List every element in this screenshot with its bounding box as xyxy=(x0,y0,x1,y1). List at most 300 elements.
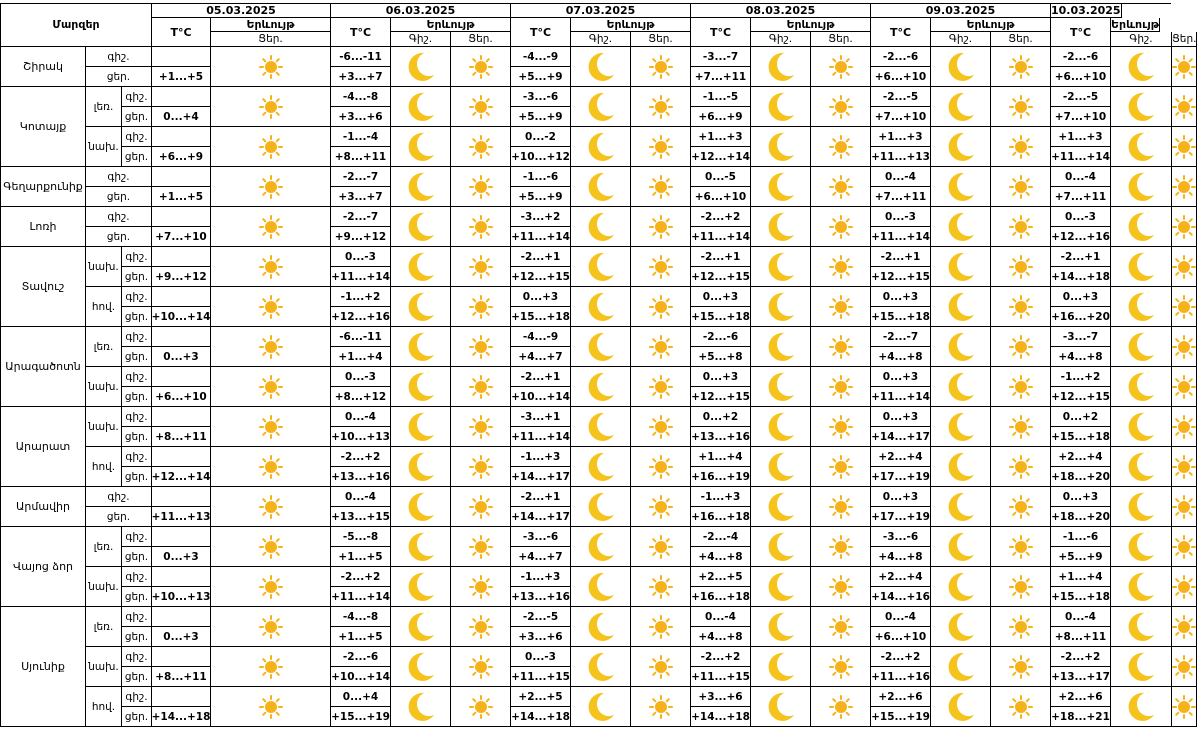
weather-icon-cell xyxy=(451,87,511,127)
night-row-label: գիշ. xyxy=(122,367,152,387)
sun-icon xyxy=(649,535,673,559)
day-temp: +11...+15 xyxy=(511,667,571,687)
date-header: 08.03.2025 xyxy=(691,3,871,18)
weather-icon-cell xyxy=(571,607,631,647)
moon-icon xyxy=(766,611,796,643)
day-temp: +6...+9 xyxy=(691,107,751,127)
weather-icon-cell xyxy=(811,607,871,647)
weather-icon-cell xyxy=(571,647,631,687)
moon-icon xyxy=(406,51,436,83)
region-name: Արմավիր xyxy=(1,487,86,527)
moon-icon xyxy=(406,451,436,483)
moon-icon xyxy=(406,291,436,323)
moon-icon xyxy=(766,251,796,283)
night-temp: -6...-11 xyxy=(331,47,391,67)
region-name: Տավուշ xyxy=(1,247,86,327)
weather-icon-cell xyxy=(991,567,1051,607)
sun-icon xyxy=(1172,335,1196,359)
weather-icon-cell xyxy=(571,47,631,87)
day-temp: +11...+14 xyxy=(331,587,391,607)
weather-icon-cell xyxy=(451,287,511,327)
night-temp: +3...+6 xyxy=(691,687,751,707)
weather-icon-cell xyxy=(991,487,1051,527)
sun-icon xyxy=(469,535,493,559)
day-temp: +11...+14 xyxy=(511,227,571,247)
moon-icon xyxy=(766,691,796,723)
weather-icon-cell xyxy=(1172,207,1197,247)
weather-icon-cell xyxy=(751,87,811,127)
moon-icon xyxy=(406,331,436,363)
weather-icon-cell xyxy=(451,247,511,287)
weather-icon-cell xyxy=(451,167,511,207)
moon-icon xyxy=(1126,331,1156,363)
night-temp xyxy=(152,327,211,347)
moon-icon xyxy=(1126,571,1156,603)
sun-icon xyxy=(649,375,673,399)
region-name: Լոռի xyxy=(1,207,86,247)
weather-icon-cell xyxy=(391,207,451,247)
night-temp: -2...-7 xyxy=(331,207,391,227)
weather-icon-cell xyxy=(211,647,331,687)
temp-header: T°C xyxy=(511,18,571,47)
night-temp: -2...+1 xyxy=(511,367,571,387)
night-temp: -2...+1 xyxy=(511,247,571,267)
moon-icon xyxy=(766,411,796,443)
moon-icon xyxy=(766,651,796,683)
weather-icon-cell xyxy=(1172,327,1197,367)
night-temp: +2...+5 xyxy=(691,567,751,587)
day-temp: +11...+14 xyxy=(871,227,931,247)
weather-icon-cell xyxy=(571,367,631,407)
sun-icon xyxy=(469,335,493,359)
sun-icon xyxy=(469,255,493,279)
sun-icon xyxy=(649,495,673,519)
sun-icon xyxy=(1172,575,1196,599)
day-temp: +12...+15 xyxy=(691,387,751,407)
weather-icon-cell xyxy=(631,87,691,127)
moon-icon xyxy=(946,51,976,83)
day-temp: +12...+15 xyxy=(1051,387,1111,407)
weather-icon-cell xyxy=(631,247,691,287)
weather-icon-cell xyxy=(991,47,1051,87)
moon-icon xyxy=(406,91,436,123)
sun-icon xyxy=(469,575,493,599)
day-temp: +1...+5 xyxy=(152,67,211,87)
night-temp: 0...+3 xyxy=(871,487,931,507)
weather-icon-cell xyxy=(1172,247,1197,287)
weather-icon-cell xyxy=(991,247,1051,287)
weather-icon-cell xyxy=(1111,287,1172,327)
night-temp: -1...+3 xyxy=(691,487,751,507)
sun-icon xyxy=(649,655,673,679)
weather-icon-cell xyxy=(1172,87,1197,127)
weather-icon-cell xyxy=(451,567,511,607)
weather-icon-cell xyxy=(811,567,871,607)
moon-icon xyxy=(766,331,796,363)
day-temp: +5...+9 xyxy=(511,67,571,87)
sun-icon xyxy=(649,335,673,359)
subzone-label: լեռ. xyxy=(86,527,122,567)
sun-icon xyxy=(829,255,853,279)
sun-icon xyxy=(1172,615,1196,639)
weather-icon-cell xyxy=(751,327,811,367)
moon-icon xyxy=(1126,211,1156,243)
sun-icon xyxy=(469,135,493,159)
weather-icon-cell xyxy=(991,127,1051,167)
night-row-label: գիշ. xyxy=(122,607,152,627)
weather-icon-cell xyxy=(631,327,691,367)
sun-icon xyxy=(649,55,673,79)
day-row-label: ցեր. xyxy=(122,147,152,167)
day-temp: +6...+10 xyxy=(691,187,751,207)
sun-icon xyxy=(1172,215,1196,239)
day-row-label: ցեր. xyxy=(122,427,152,447)
sun-icon xyxy=(829,95,853,119)
moon-icon xyxy=(406,611,436,643)
weather-icon-cell xyxy=(1172,447,1197,487)
day-temp: +14...+18 xyxy=(1051,267,1111,287)
sun-icon xyxy=(829,695,853,719)
moon-icon xyxy=(406,491,436,523)
night-temp: -2...-6 xyxy=(871,47,931,67)
night-temp: 0...-3 xyxy=(511,647,571,667)
date-header: 10.03.2025 xyxy=(1051,3,1121,17)
weather-icon-cell xyxy=(571,247,631,287)
night-temp: -1...+2 xyxy=(331,287,391,307)
moon-icon xyxy=(586,611,616,643)
sun-icon xyxy=(829,415,853,439)
sun-icon xyxy=(259,175,283,199)
weather-icon-cell xyxy=(811,447,871,487)
night-temp xyxy=(152,527,211,547)
day-header: Ցեր. xyxy=(211,32,331,47)
night-temp: -2...-5 xyxy=(871,87,931,107)
sun-icon xyxy=(259,695,283,719)
day-temp: +5...+9 xyxy=(511,107,571,127)
weather-icon-cell xyxy=(931,687,991,727)
temp-header: T°C xyxy=(1051,18,1111,47)
night-temp: 0...+3 xyxy=(871,287,931,307)
weather-icon-cell xyxy=(1111,87,1172,127)
weather-icon-cell xyxy=(211,607,331,647)
weather-icon-cell xyxy=(751,367,811,407)
day-temp: +10...+14 xyxy=(511,387,571,407)
sun-icon xyxy=(649,95,673,119)
day-temp: +16...+20 xyxy=(1051,307,1111,327)
night-row-label: գիշ. xyxy=(122,327,152,347)
weather-icon-cell xyxy=(571,167,631,207)
weather-icon-cell xyxy=(391,327,451,367)
weather-icon-cell xyxy=(751,567,811,607)
weather-icon-cell xyxy=(751,487,811,527)
subzone-label: լեռ. xyxy=(86,87,122,127)
night-temp: -3...-6 xyxy=(511,527,571,547)
night-temp: 0...+2 xyxy=(691,407,751,427)
weather-icon-cell xyxy=(211,407,331,447)
night-temp: +1...+3 xyxy=(691,127,751,147)
sun-icon xyxy=(649,415,673,439)
weather-icon-cell xyxy=(931,87,991,127)
night-temp: -3...+1 xyxy=(511,407,571,427)
weather-icon-cell xyxy=(451,127,511,167)
moon-icon xyxy=(406,131,436,163)
day-temp: +4...+8 xyxy=(691,547,751,567)
night-temp: -1...+3 xyxy=(511,567,571,587)
phenomena-header: Երևույթ xyxy=(211,18,331,32)
sun-icon xyxy=(1009,495,1033,519)
weather-icon-cell xyxy=(931,167,991,207)
moon-icon xyxy=(1126,651,1156,683)
region-name: Արարատ xyxy=(1,407,86,487)
sun-icon xyxy=(469,615,493,639)
day-temp: +3...+6 xyxy=(511,627,571,647)
moon-icon xyxy=(1126,411,1156,443)
day-temp: +7...+10 xyxy=(1051,107,1111,127)
weather-icon-cell xyxy=(1111,527,1172,567)
weather-icon-cell xyxy=(1111,247,1172,287)
weather-icon-cell xyxy=(1111,167,1172,207)
phenomena-header: Երևույթ xyxy=(931,18,1051,32)
sun-icon xyxy=(259,215,283,239)
weather-icon-cell xyxy=(1111,47,1172,87)
day-temp: +13...+17 xyxy=(1051,667,1111,687)
weather-icon-cell xyxy=(1172,567,1197,607)
moon-icon xyxy=(586,451,616,483)
night-temp: -1...+3 xyxy=(511,447,571,467)
weather-icon-cell xyxy=(631,607,691,647)
day-temp: +17...+19 xyxy=(871,507,931,527)
moon-icon xyxy=(586,131,616,163)
sun-icon xyxy=(1172,175,1196,199)
weather-icon-cell xyxy=(931,207,991,247)
moon-icon xyxy=(946,171,976,203)
day-temp: +11...+16 xyxy=(871,667,931,687)
night-temp: -3...+2 xyxy=(511,207,571,227)
day-header: Ցեր. xyxy=(991,32,1051,47)
night-temp xyxy=(152,247,211,267)
weather-icon-cell xyxy=(751,47,811,87)
weather-icon-cell xyxy=(391,367,451,407)
night-temp: +2...+4 xyxy=(871,567,931,587)
weather-icon-cell xyxy=(751,527,811,567)
sun-icon xyxy=(1172,455,1196,479)
sun-icon xyxy=(1009,255,1033,279)
weather-icon-cell xyxy=(1172,47,1197,87)
weather-icon-cell xyxy=(631,367,691,407)
day-header: Ցեր. xyxy=(1172,33,1197,45)
moon-icon xyxy=(586,51,616,83)
moon-icon xyxy=(406,371,436,403)
sun-icon xyxy=(829,175,853,199)
day-temp: +1...+5 xyxy=(152,187,211,207)
night-temp: -6...-11 xyxy=(331,327,391,347)
sun-icon xyxy=(259,335,283,359)
weather-icon-cell xyxy=(991,447,1051,487)
sun-icon xyxy=(1009,455,1033,479)
night-temp: -3...-7 xyxy=(691,47,751,67)
weather-icon-cell xyxy=(1172,407,1197,447)
day-row-label: ցեր. xyxy=(122,627,152,647)
day-temp: +4...+7 xyxy=(511,347,571,367)
night-row-label: գիշ. xyxy=(122,447,152,467)
region-name: Սյունիք xyxy=(1,607,86,727)
weather-icon-cell xyxy=(451,647,511,687)
night-temp: 0...-3 xyxy=(331,367,391,387)
night-temp: 0...-3 xyxy=(331,247,391,267)
sun-icon xyxy=(469,295,493,319)
moon-icon xyxy=(1126,171,1156,203)
night-header: Գիշ. xyxy=(751,32,811,47)
subzone-label: նախ. xyxy=(86,127,122,167)
night-row-label: գիշ. xyxy=(122,407,152,427)
sun-icon xyxy=(1172,655,1196,679)
day-row-label: ցեր. xyxy=(122,667,152,687)
weather-icon-cell xyxy=(211,247,331,287)
weather-icon-cell xyxy=(391,487,451,527)
moon-icon xyxy=(766,491,796,523)
moon-icon xyxy=(586,571,616,603)
weather-icon-cell xyxy=(1111,447,1172,487)
moon-icon xyxy=(946,251,976,283)
day-row-label: ցեր. xyxy=(86,227,152,247)
day-temp: +15...+18 xyxy=(1051,427,1111,447)
weather-icon-cell xyxy=(751,607,811,647)
sun-icon xyxy=(1009,135,1033,159)
sun-icon xyxy=(1172,375,1196,399)
day-temp: +12...+16 xyxy=(1051,227,1111,247)
weather-icon-cell xyxy=(391,287,451,327)
sun-icon xyxy=(259,575,283,599)
night-temp xyxy=(152,167,211,187)
day-temp: +3...+6 xyxy=(331,107,391,127)
moon-icon xyxy=(586,491,616,523)
sun-icon xyxy=(1172,135,1196,159)
weather-icon-cell xyxy=(391,567,451,607)
weather-icon-cell xyxy=(931,487,991,527)
weather-icon-cell xyxy=(391,407,451,447)
weather-icon-cell xyxy=(211,287,331,327)
night-temp: +2...+4 xyxy=(1051,447,1111,467)
subzone-label: նախ. xyxy=(86,247,122,287)
night-row-label: գիշ. xyxy=(122,247,152,267)
sun-icon xyxy=(1009,375,1033,399)
weather-icon-cell xyxy=(1111,647,1172,687)
day-row-label: ցեր. xyxy=(122,587,152,607)
night-header: Գիշ. xyxy=(931,32,991,47)
night-row-label: գիշ. xyxy=(86,487,152,507)
region-name: Շիրակ xyxy=(1,47,86,87)
weather-icon-cell xyxy=(1172,127,1197,167)
day-row-label: ցեր. xyxy=(122,307,152,327)
night-temp: -2...-5 xyxy=(1051,87,1111,107)
weather-icon-cell xyxy=(631,127,691,167)
sun-icon xyxy=(259,95,283,119)
weather-icon-cell xyxy=(1172,647,1197,687)
weather-icon-cell xyxy=(211,87,331,127)
sun-icon xyxy=(649,455,673,479)
weather-icon-cell xyxy=(931,247,991,287)
sun-icon xyxy=(1172,55,1196,79)
day-temp: +7...+11 xyxy=(871,187,931,207)
weather-icon-cell xyxy=(811,127,871,167)
weather-icon-cell xyxy=(1172,167,1197,207)
weather-icon-cell xyxy=(1172,287,1197,327)
weather-icon-cell xyxy=(211,47,331,87)
weather-icon-cell xyxy=(1172,527,1197,567)
weather-icon-cell xyxy=(1111,607,1172,647)
temp-header: T°C xyxy=(691,18,751,47)
weather-icon-cell xyxy=(1111,127,1172,167)
night-temp: 0...-4 xyxy=(691,607,751,627)
night-temp: 0...+3 xyxy=(691,367,751,387)
day-temp: +16...+18 xyxy=(691,587,751,607)
day-temp: +1...+4 xyxy=(331,347,391,367)
night-temp: -4...-8 xyxy=(331,607,391,627)
weather-icon-cell xyxy=(811,247,871,287)
day-temp: +11...+13 xyxy=(152,507,211,527)
weather-icon-cell xyxy=(391,527,451,567)
temp-header: T°C xyxy=(331,18,391,47)
night-temp: -4...-9 xyxy=(511,47,571,67)
night-temp: 0...-2 xyxy=(511,127,571,147)
sun-icon xyxy=(1009,295,1033,319)
sun-icon xyxy=(829,655,853,679)
night-temp xyxy=(152,607,211,627)
day-row-label: ցեր. xyxy=(122,707,152,727)
sun-icon xyxy=(649,255,673,279)
weather-icon-cell xyxy=(1172,607,1197,647)
night-temp: -1...-5 xyxy=(691,87,751,107)
weather-icon-cell xyxy=(451,447,511,487)
phenomena-header: Երևույթ xyxy=(391,18,511,32)
night-temp: +1...+4 xyxy=(691,447,751,467)
weather-icon-cell xyxy=(991,87,1051,127)
sun-icon xyxy=(1009,535,1033,559)
sun-icon xyxy=(469,215,493,239)
moon-icon xyxy=(766,211,796,243)
night-temp: -2...+2 xyxy=(331,567,391,587)
moon-icon xyxy=(1126,611,1156,643)
night-header: Գիշ. xyxy=(391,32,451,47)
weather-icon-cell xyxy=(571,487,631,527)
sun-icon xyxy=(829,455,853,479)
weather-icon-cell xyxy=(811,287,871,327)
sun-icon xyxy=(829,295,853,319)
night-temp: -2...-6 xyxy=(331,647,391,667)
day-temp: +6...+10 xyxy=(152,387,211,407)
night-temp: -2...-5 xyxy=(511,607,571,627)
day-temp: +15...+18 xyxy=(1051,587,1111,607)
day-temp: +6...+10 xyxy=(871,627,931,647)
subzone-label: լեռ. xyxy=(86,607,122,647)
sun-icon xyxy=(259,615,283,639)
day-temp: +11...+15 xyxy=(691,667,751,687)
day-temp: +8...+11 xyxy=(152,667,211,687)
sun-icon xyxy=(1009,95,1033,119)
region-name: Կոտայք xyxy=(1,87,86,167)
moon-icon xyxy=(946,531,976,563)
night-row-label: գիշ. xyxy=(122,567,152,587)
moon-icon xyxy=(406,411,436,443)
weather-icon-cell xyxy=(631,487,691,527)
moon-icon xyxy=(946,131,976,163)
day-temp: +9...+12 xyxy=(331,227,391,247)
night-temp: -2...-4 xyxy=(691,527,751,547)
sun-icon xyxy=(259,455,283,479)
weather-icon-cell xyxy=(931,407,991,447)
day-temp: +11...+14 xyxy=(1051,147,1111,167)
weather-icon-cell xyxy=(931,527,991,567)
